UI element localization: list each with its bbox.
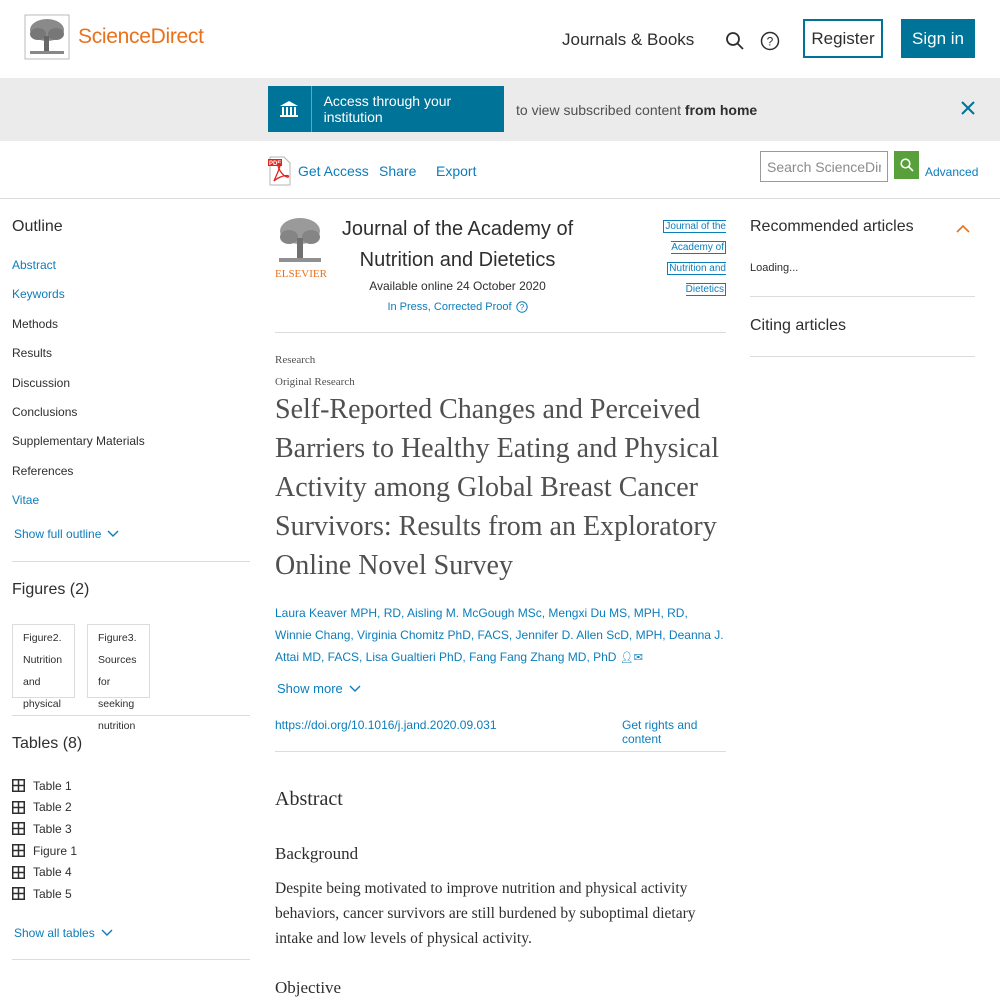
outline-item[interactable]: Methods — [12, 316, 59, 331]
search-submit-button[interactable] — [894, 151, 919, 179]
institution-icon — [268, 86, 312, 132]
table-icon — [12, 844, 25, 857]
get-access-link[interactable]: Get Access — [298, 163, 369, 179]
sidebar-divider — [12, 959, 250, 960]
show-more-label: Show more — [277, 681, 343, 696]
author-list[interactable] — [275, 602, 726, 669]
tables-heading: Tables (8) — [12, 735, 83, 752]
objective-heading: Objective — [275, 978, 342, 997]
help-icon[interactable] — [760, 31, 780, 51]
sign-in-button[interactable]: Sign in — [901, 19, 975, 58]
table-item[interactable] — [12, 797, 77, 819]
article-status-label: In Press, Corrected Proof — [387, 301, 512, 313]
article-status[interactable] — [335, 301, 580, 313]
figure-thumbnail[interactable] — [12, 624, 75, 710]
advanced-search-link[interactable]: Advanced — [925, 165, 979, 179]
chevron-down-icon — [101, 929, 113, 937]
access-institution-label: Access through your institution — [323, 93, 452, 125]
available-online-date: Available online 24 October 2020 — [369, 279, 546, 293]
show-more-button[interactable] — [277, 681, 361, 696]
outline-item[interactable]: Conclusions — [12, 404, 78, 419]
abstract-heading: Abstract — [275, 788, 343, 810]
figure-caption-line: Figure3. — [98, 632, 137, 644]
table-icon — [12, 822, 25, 835]
outline-item[interactable]: Supplementary Materials — [12, 434, 145, 449]
search-icon[interactable] — [725, 31, 745, 51]
banner-message-bold: from home — [684, 102, 758, 118]
background-paragraph: Despite being motivated to improve nutrition and physical activity behaviors, cancer survivors are still burdened by suboptimal dietary intake and low levels of physical activity. — [275, 880, 696, 947]
publisher-name: ELSEVIER — [275, 268, 327, 280]
sidebar-divider — [750, 296, 975, 297]
journal-title[interactable]: Journal of the Academy of Nutrition and Dietetics — [341, 218, 574, 271]
share-button[interactable]: Share — [379, 163, 417, 179]
figure-caption-line: physical — [23, 698, 61, 710]
article-toolbar — [0, 141, 1000, 199]
table-icon — [12, 779, 25, 792]
table-item-label: Table 1 — [33, 778, 72, 793]
outline-heading: Outline — [12, 218, 63, 235]
recommended-articles-heading[interactable]: Recommended articles — [750, 218, 914, 235]
figure-caption-line: nutrition — [98, 720, 136, 732]
table-item-label: Table 4 — [33, 865, 72, 880]
export-button[interactable]: Export — [436, 163, 477, 179]
figure-caption-line: and — [23, 676, 41, 688]
outline-list — [12, 258, 145, 523]
tables-list — [12, 775, 77, 905]
show-full-outline-button[interactable] — [14, 527, 119, 541]
doi-link[interactable]: https://doi.org/10.1016/j.jand.2020.09.031 — [275, 718, 497, 732]
outline-item[interactable]: Abstract — [12, 258, 57, 272]
pdf-icon[interactable] — [268, 156, 292, 186]
figure-caption-line: Nutrition — [23, 654, 63, 666]
section-divider — [275, 751, 726, 752]
journal-cover-line: Journal of the Academy of — [665, 221, 726, 253]
journal-cover-link[interactable] — [625, 216, 726, 300]
article-type: Research — [275, 354, 316, 366]
outline-item[interactable]: Results — [12, 346, 53, 361]
table-item-label: Figure 1 — [33, 843, 78, 858]
article-title: Self-Reported Changes and Perceived Barriers to Healthy Eating and Physical Activity among Global Breast Cancer Survivors: Results from an Exploratory Online Novel Survey — [275, 394, 719, 581]
table-item[interactable] — [12, 840, 77, 862]
background-heading: Background — [275, 844, 359, 863]
show-full-outline-label: Show full outline — [14, 527, 102, 541]
figure-caption-line: Figure2. — [23, 632, 62, 644]
site-header — [0, 0, 1000, 78]
table-icon — [12, 887, 25, 900]
outline-item[interactable]: Discussion — [12, 375, 71, 390]
citing-articles-heading[interactable]: Citing articles — [750, 317, 847, 334]
email-icon[interactable]: ✉ — [633, 652, 643, 664]
sidebar-divider — [12, 715, 250, 716]
search-sciencedirect-input[interactable] — [760, 151, 888, 182]
figure-caption-line: Sources for — [98, 654, 137, 688]
svg-text:?: ? — [766, 34, 774, 49]
figure-thumbnail[interactable] — [87, 624, 150, 732]
table-item[interactable] — [12, 818, 77, 840]
figure-caption-line: seeking — [98, 698, 135, 710]
sidebar-divider — [750, 356, 975, 357]
institution-banner — [0, 78, 1000, 141]
header-divider — [275, 332, 726, 333]
outline-item[interactable]: References — [12, 463, 74, 478]
table-item-label: Table 2 — [33, 800, 72, 815]
show-all-tables-label: Show all tables — [14, 926, 95, 940]
show-all-tables-button[interactable] — [14, 926, 113, 940]
chevron-up-icon[interactable] — [956, 224, 970, 233]
elsevier-tree-icon[interactable] — [275, 214, 325, 266]
brand-name: ScienceDirect — [78, 25, 204, 48]
table-item[interactable] — [12, 861, 77, 883]
loading-indicator: Loading... — [750, 262, 799, 274]
table-icon — [12, 801, 25, 814]
svg-text:?: ? — [519, 303, 524, 312]
sidebar-divider — [12, 561, 250, 562]
person-icon[interactable]: 👤︎ — [619, 652, 634, 664]
elsevier-tree-icon — [24, 14, 70, 60]
table-item-label: Table 3 — [33, 821, 72, 836]
journal-cover-line: Nutrition and Dietetics — [669, 263, 726, 295]
article-subtype: Original Research — [275, 376, 355, 388]
table-item[interactable] — [12, 883, 77, 905]
sciencedirect-logo[interactable] — [24, 14, 204, 60]
chevron-down-icon — [349, 685, 361, 693]
close-icon[interactable] — [958, 98, 978, 118]
access-institution-button[interactable] — [268, 86, 504, 132]
rights-content-link[interactable]: Get rights and content — [622, 718, 698, 746]
help-icon — [516, 301, 528, 313]
journals-books-link[interactable]: Journals & Books — [562, 30, 695, 49]
figures-heading: Figures (2) — [12, 581, 90, 598]
table-icon — [12, 866, 25, 879]
banner-message-prefix: to view subscribed content — [516, 102, 685, 118]
outline-item[interactable]: Vitae — [12, 493, 40, 508]
chevron-down-icon — [107, 530, 119, 538]
table-item-label: Table 5 — [33, 886, 72, 901]
register-button[interactable]: Register — [803, 19, 883, 58]
search-icon — [900, 158, 914, 172]
table-item[interactable] — [12, 775, 77, 797]
outline-item[interactable]: Keywords — [12, 287, 65, 302]
svg-text:PDF: PDF — [269, 161, 281, 167]
banner-message — [516, 102, 757, 118]
author-names[interactable]: Laura Keaver MPH, RD, Aisling M. McGough MSc, Mengxi Du MS, MPH, RD, Winnie Chang, Virginia Chomitz PhD, FACS, Jennifer D. Allen ScD, MPH, Deanna J. Attai MD, FACS, Lisa Gualtieri PhD, Fang Fang Zhang MD, PhD — [275, 606, 724, 664]
